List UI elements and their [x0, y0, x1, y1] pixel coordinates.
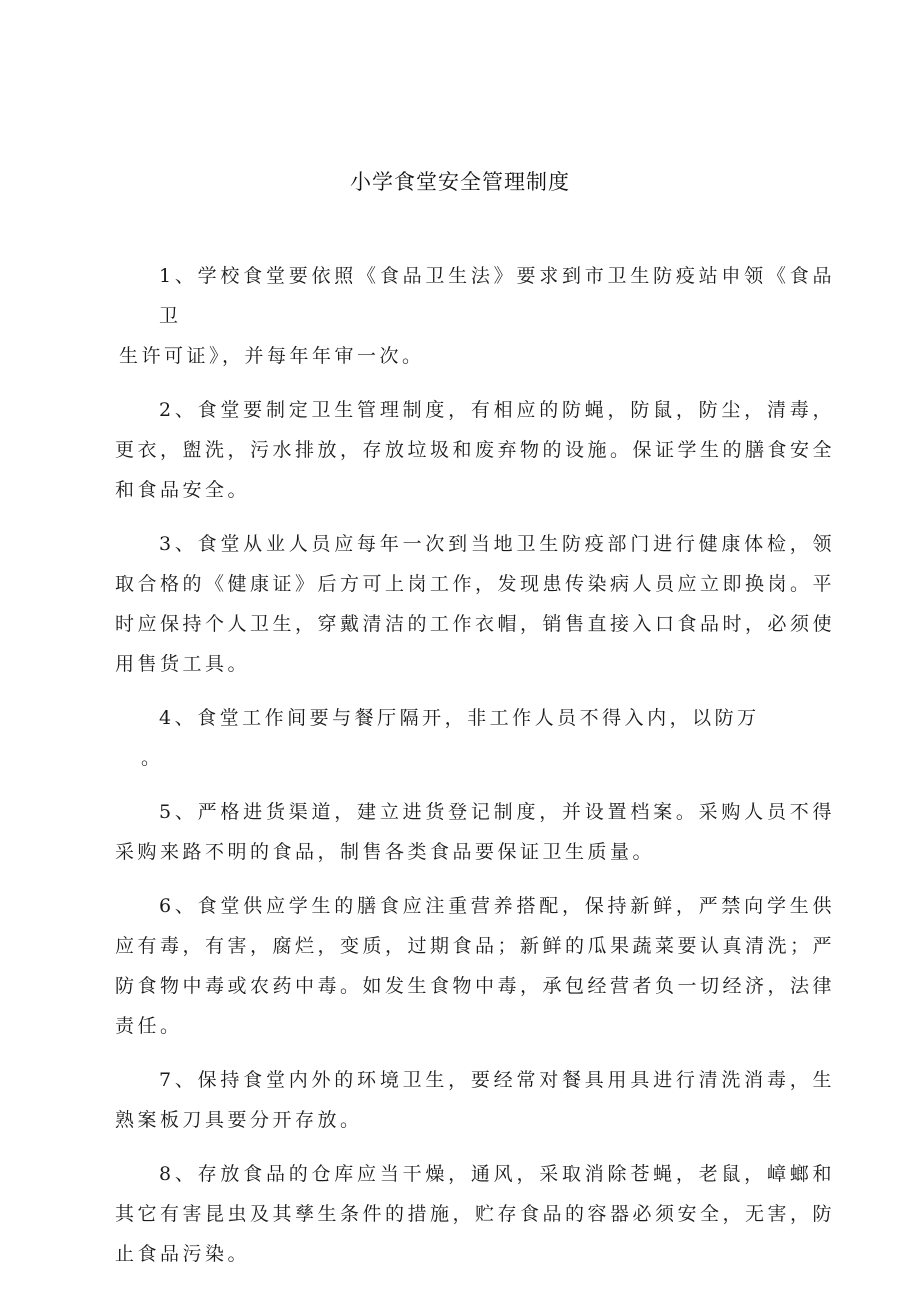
document-title: 小学食堂安全管理制度 [350, 170, 570, 194]
paragraph-1-line-2: 生许可证》，并每年年审一次。 [119, 345, 425, 367]
paragraph-6: 6、食堂供应学生的膳食应注重营养搭配，保持新鲜，严禁向学生供应有毒，有害，腐烂，变质，过期食品；新鲜的瓜果蔬菜要认真清洗；严防食物中毒或农药中毒。如发生食物中毒，承包经营者负一切经济，法律责任。 [115, 895, 836, 1037]
paragraph-1 [115, 256, 835, 376]
paragraph-3: 3、食堂从业人员应每年一次到当地卫生防疫部门进行健康体检，领取合格的《健康证》后方可上岗工作，发现患传染病人员应立即换岗。平时应保持个人卫生，穿戴清洁的工作衣帽，销售直接入口食品时，必须使用售货工具。 [115, 533, 836, 675]
paragraph-2: 2、食堂要制定卫生管理制度，有相应的防蝇，防鼠，防尘，清毒，更衣，盥洗，污水排放，存放垃圾和废弃物的设施。保证学生的膳食安全和食品安全。 [115, 399, 836, 501]
paragraph-7: 7、保持食堂内外的环境卫生，要经常对餐具用具进行清洗消毒，生熟案板刀具要分开存放。 [115, 1069, 835, 1131]
paragraph-5: 5、严格进货渠道，建立进货登记制度，并设置档案。采购人员不得采购来路不明的食品，制售各类食品要保证卫生质量。 [115, 801, 835, 863]
paragraph-8: 8、存放食品的仓库应当干燥，通风，采取消除苍蝇，老鼠，嶂螂和其它有害昆虫及其孳生条件的措施，贮存食品的容器必须安全，无害，防止食品污染。 [115, 1163, 836, 1265]
document-body [115, 256, 835, 1274]
paragraph-4-tail: 。 [141, 747, 164, 769]
paragraph-4-text: 4、食堂工作间要与餐厅隔开，非工作人员不得入内，以防万 [159, 707, 760, 729]
paragraph-4 [115, 698, 835, 778]
paragraph-1-line-1: 1、学校食堂要依照《食品卫生法》要求到市卫生防疫站申领《食品卫 [159, 265, 835, 327]
